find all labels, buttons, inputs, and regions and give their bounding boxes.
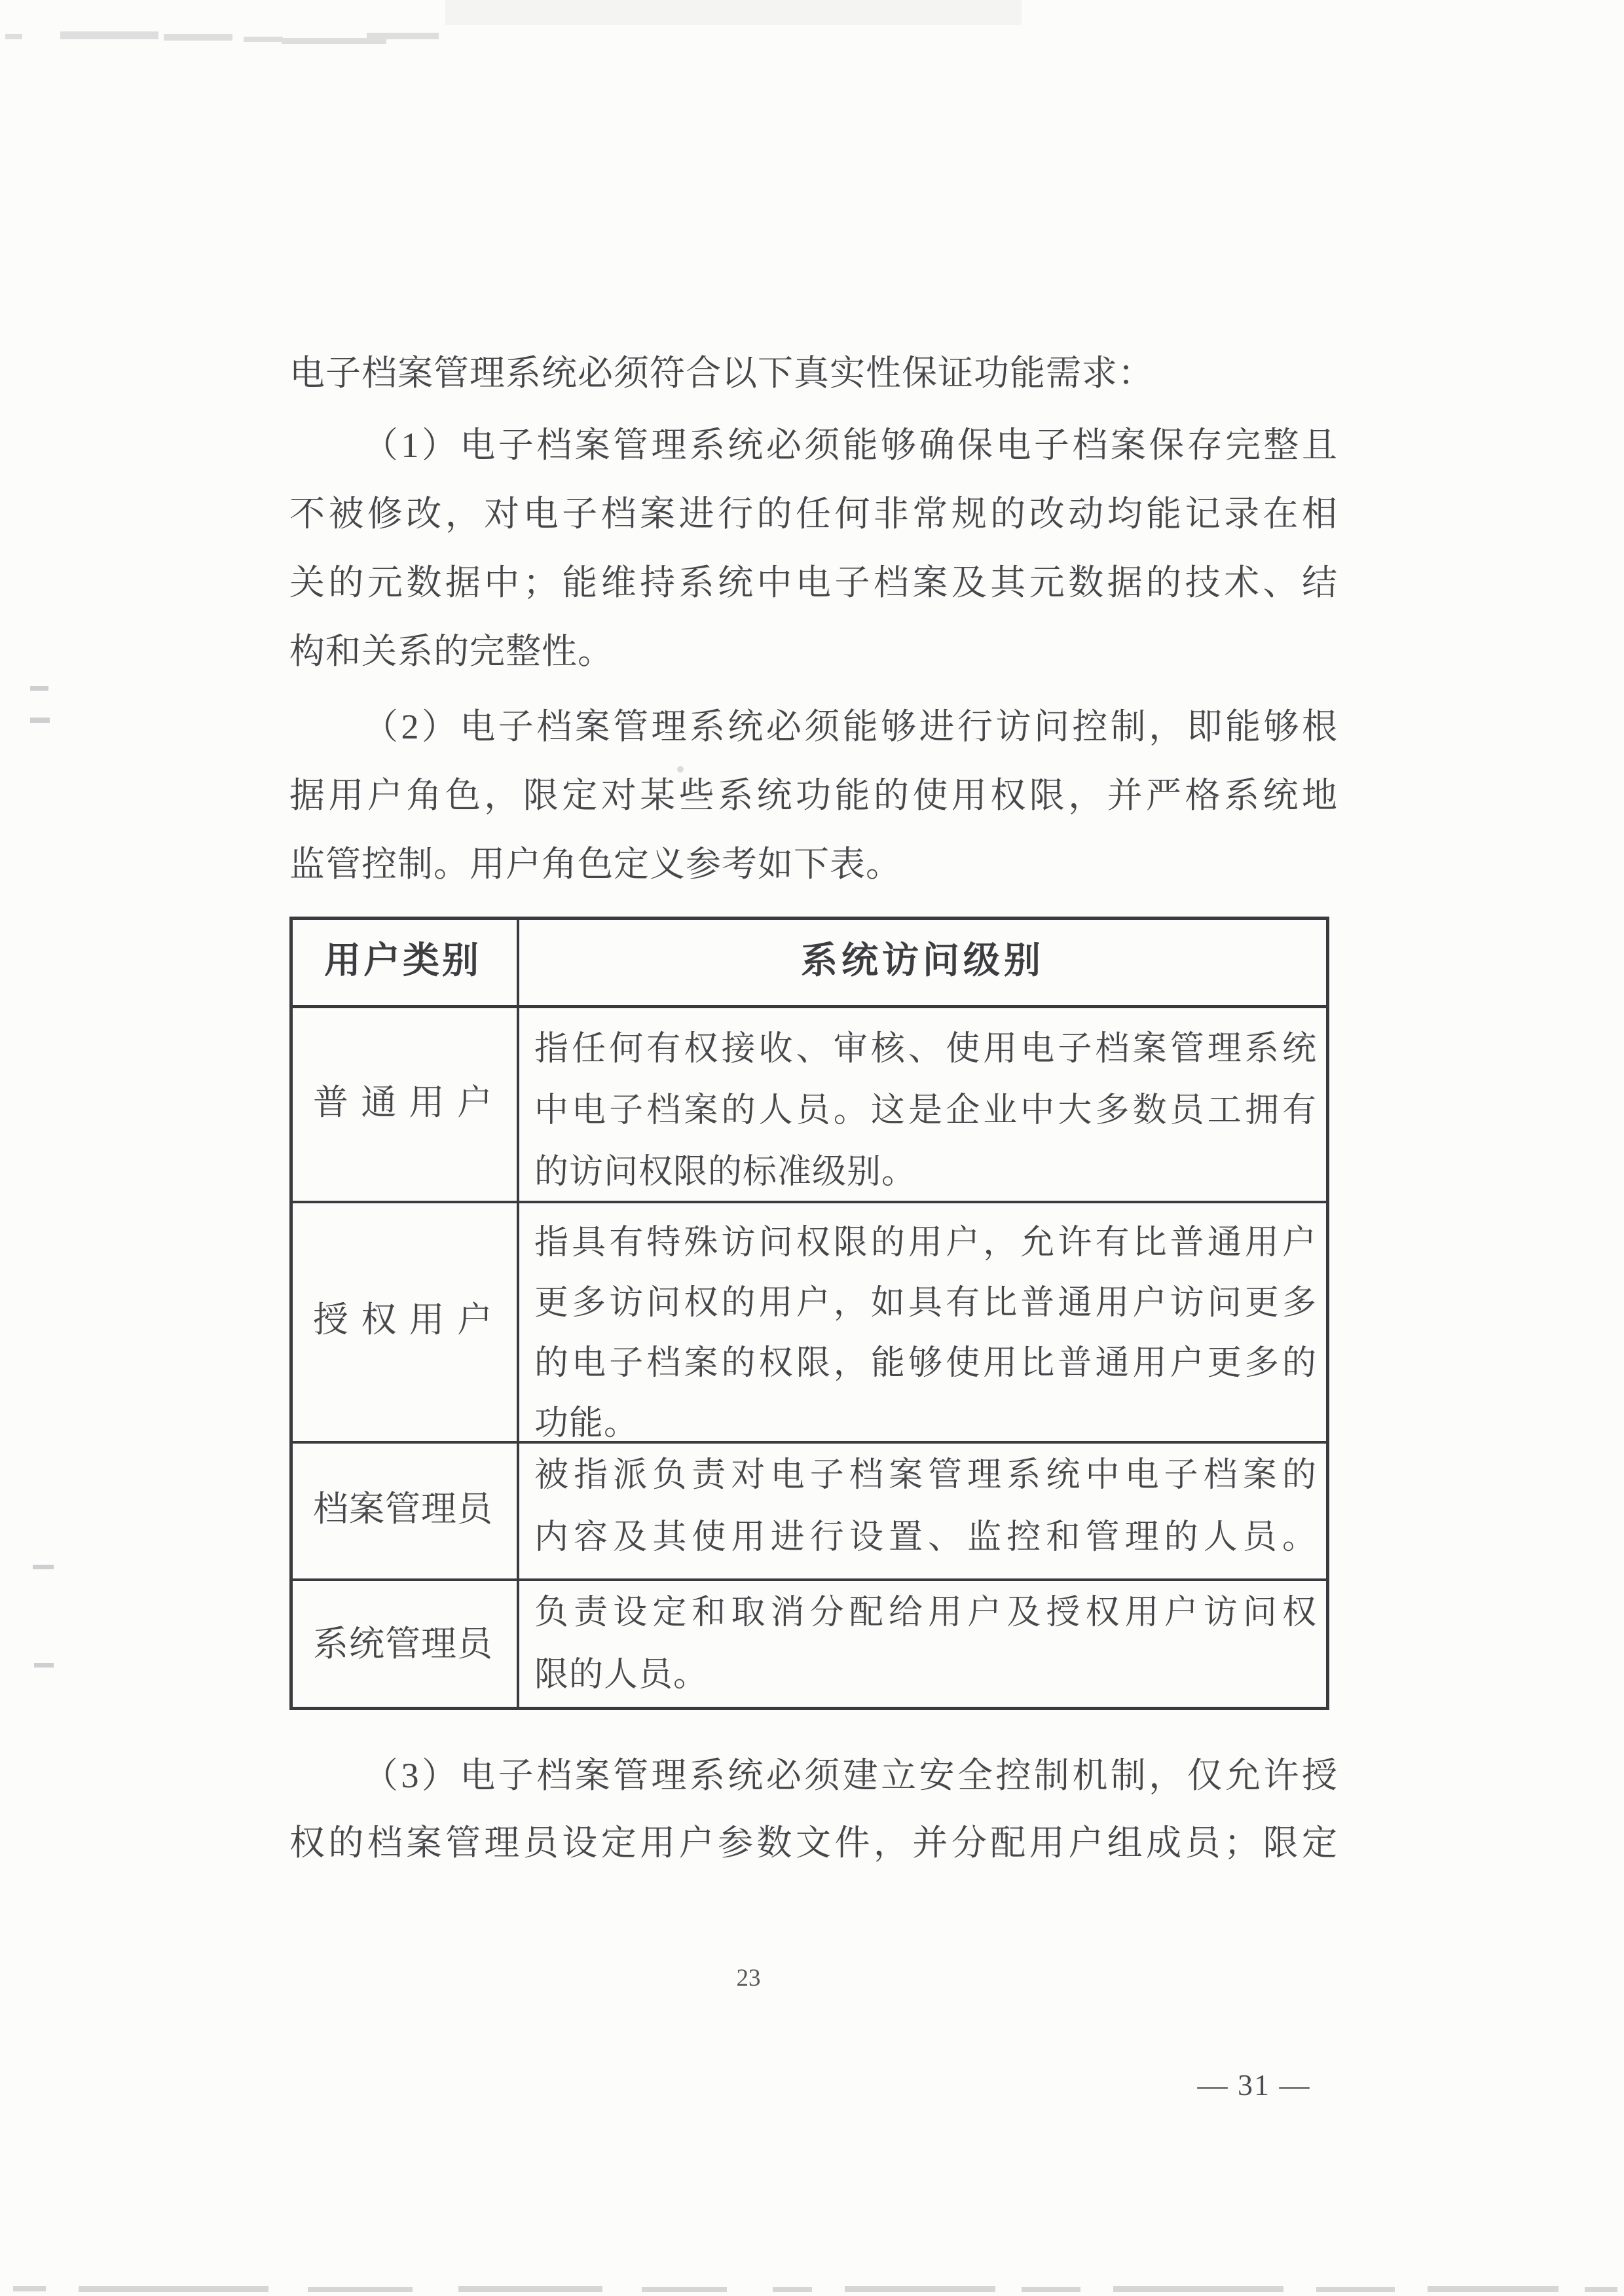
table-header-access-level: 系统访问级别 bbox=[801, 941, 1044, 981]
role-label-system-admin: 系统管理员 bbox=[313, 1624, 492, 1664]
intro-line: 电子档案管理系统必须符合以下真实性保证功能需求： bbox=[289, 354, 1154, 393]
scan-artifact bbox=[33, 1565, 54, 1569]
scan-artifact bbox=[773, 2287, 812, 2292]
scan-artifact bbox=[367, 33, 439, 39]
table-cell-line: 的访问权限的标准级别。 bbox=[534, 1154, 917, 1191]
scan-artifact bbox=[60, 31, 158, 39]
scan-artifact bbox=[244, 37, 283, 42]
scan-artifact bbox=[458, 2286, 602, 2292]
role-label-ordinary-user: 普通用户 bbox=[313, 1083, 492, 1122]
table-cell-line: 功能。 bbox=[534, 1405, 639, 1442]
scan-artifact bbox=[5, 34, 22, 39]
scan-artifact bbox=[1022, 2287, 1080, 2292]
scan-artifact bbox=[1113, 2286, 1283, 2292]
scan-artifact bbox=[79, 2286, 268, 2292]
table-header-separator bbox=[293, 1005, 1326, 1008]
table-cell-line: 负责设定和取消分配给用户及授权用户访问权 bbox=[534, 1594, 1316, 1631]
paragraph-2-line: 据用户角色，限定对某些系统功能的使用权限，并严格系统地 bbox=[289, 776, 1337, 815]
scan-artifact bbox=[30, 686, 48, 691]
scan-artifact bbox=[677, 766, 684, 773]
table-cell-line: 的电子档案的权限，能够使用比普通用户更多的 bbox=[534, 1345, 1316, 1382]
paragraph-2-line: （2）电子档案管理系统必须能够进行访问控制，即能够根 bbox=[363, 707, 1337, 746]
paragraph-3-line: 权的档案管理员设定用户参数文件，并分配用户组成员；限定 bbox=[289, 1823, 1337, 1863]
table-cell-line: 中电子档案的人员。这是企业中大多数员工拥有 bbox=[534, 1092, 1316, 1129]
scan-artifact bbox=[642, 2287, 727, 2292]
table-row-separator bbox=[293, 1578, 1326, 1581]
scan-artifact bbox=[1585, 2287, 1617, 2292]
table-cell-line: 内容及其使用进行设置、监控和管理的人员。 bbox=[534, 1519, 1316, 1556]
table-column-divider bbox=[517, 920, 519, 1707]
table-cell-line: 指具有特殊访问权限的用户，允许有比普通用户 bbox=[534, 1224, 1316, 1262]
outer-page-number: — 31 — bbox=[1197, 2068, 1311, 2102]
table-cell-line: 被指派负责对电子档案管理系统中电子档案的 bbox=[534, 1457, 1316, 1494]
table-cell-line: 更多访问权的用户，如具有比普通用户访问更多 bbox=[534, 1285, 1316, 1322]
role-label-archive-admin: 档案管理员 bbox=[313, 1489, 492, 1529]
paragraph-2-line: 监管控制。用户角色定义参考如下表。 bbox=[289, 845, 902, 884]
paragraph-1-line: 不被修改，对电子档案进行的任何非常规的改动均能记录在相 bbox=[289, 494, 1337, 534]
role-label-authorized-user: 授权用户 bbox=[313, 1300, 492, 1339]
paragraph-1-line: 构和关系的完整性。 bbox=[289, 632, 614, 671]
scan-artifact bbox=[1316, 2287, 1395, 2292]
scan-artifact bbox=[164, 34, 232, 41]
scan-artifact bbox=[13, 2286, 46, 2291]
table-header-user-category: 用户类别 bbox=[324, 941, 481, 981]
scan-artifact bbox=[34, 1663, 54, 1667]
paragraph-1-line: 关的元数据中；能维持系统中电子档案及其元数据的技术、结 bbox=[289, 563, 1337, 602]
paragraph-1-line: （1）电子档案管理系统必须能够确保电子档案保存完整且 bbox=[363, 426, 1337, 465]
inner-page-number: 23 bbox=[736, 1965, 761, 1992]
scan-artifact bbox=[845, 2286, 995, 2292]
scan-artifact bbox=[445, 0, 1022, 25]
scan-artifact bbox=[308, 2287, 413, 2292]
scan-artifact bbox=[30, 718, 50, 723]
paragraph-3-line: （3）电子档案管理系统必须建立安全控制机制，仅允许授 bbox=[363, 1756, 1337, 1795]
scan-artifact bbox=[1428, 2286, 1559, 2292]
table-cell-line: 限的人员。 bbox=[534, 1656, 709, 1694]
table-cell-line: 指任何有权接收、审核、使用电子档案管理系统 bbox=[534, 1030, 1316, 1068]
